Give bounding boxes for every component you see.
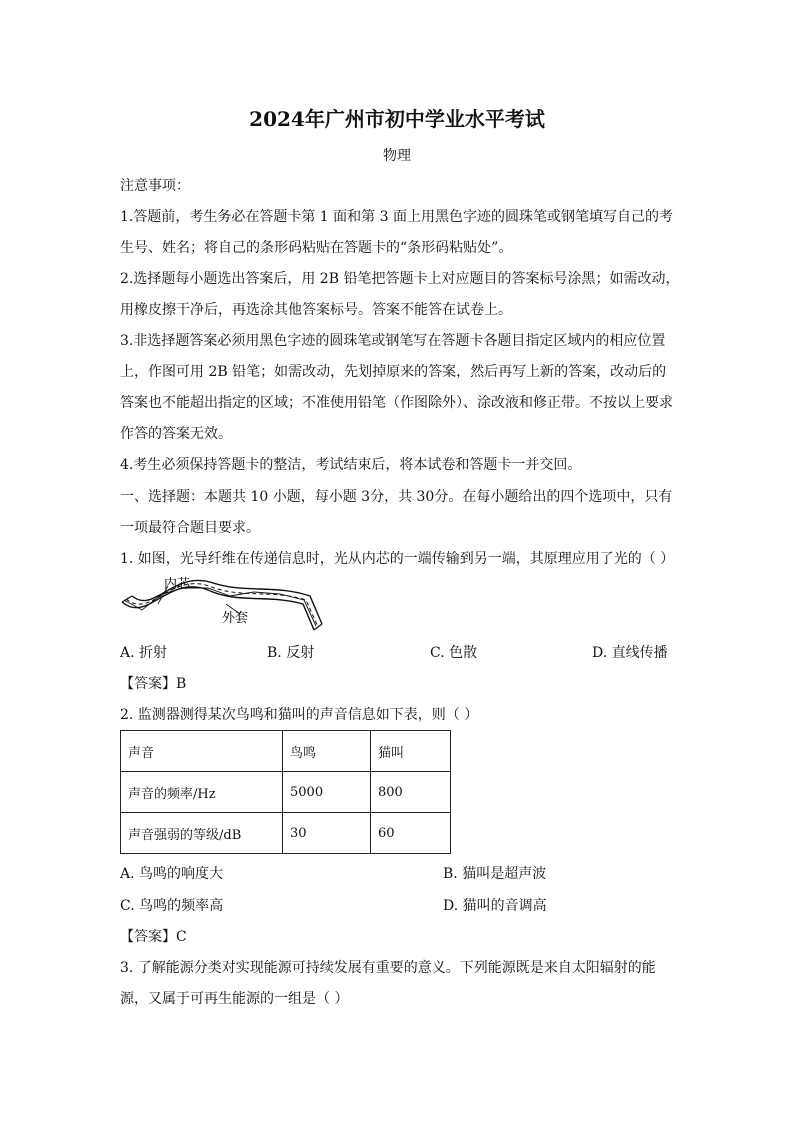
notes-line: 答案也不能超出指定的区域；不准使用铅笔（作图除外）、涂改液和修正带。不按以上要求 (120, 395, 673, 411)
notes-line: 2.选择题每小题选出答案后，用 2B 铅笔把答题卡上对应题目的答案标号涂黑；如需改动， (120, 271, 680, 287)
table-cell: 声音的频率/Hz (121, 772, 283, 813)
table-cell: 30 (283, 813, 371, 854)
section-heading: 一项最符合题目要求。 (120, 520, 260, 536)
notes-line: 4.考生必须保持答题卡的整洁，考试结束后，将本试卷和答题卡一并交回。 (120, 457, 582, 473)
table-header-cell: 猫叫 (371, 731, 451, 772)
section-heading: 一、选择题：本题共 10 小题，每小题 3分，共 30分。在每小题给出的四个选项中，只有 (120, 489, 673, 505)
table-cell: 800 (371, 772, 451, 813)
notes-heading: 注意事项： (120, 178, 190, 194)
q2-option-b: B. 猫叫是超声波 (443, 866, 547, 882)
q2-option-d: D. 猫叫的音调高 (443, 898, 547, 914)
q1-answer: 【答案】B (120, 676, 187, 692)
table-header-row (121, 731, 451, 772)
q1-option-b: B. 反射 (267, 645, 315, 661)
question-3-stem: 源，又属于可再生能源的一组是（ ） (120, 991, 349, 1007)
sound-data-table (120, 730, 451, 854)
table-cell: 5000 (283, 772, 371, 813)
table-header-cell: 声音 (121, 731, 283, 772)
page-title: 2024年广州市初中学业水平考试 (249, 107, 545, 131)
notes-line: 用橡皮擦干净后，再选涂其他答案标号。答案不能答在试卷上。 (120, 302, 512, 318)
q1-option-c: C. 色散 (430, 645, 478, 661)
table-row (121, 813, 451, 854)
notes-line: 作答的答案无效。 (120, 426, 232, 442)
table-cell: 60 (371, 813, 451, 854)
table-cell: 声音强弱的等级/dB (121, 813, 283, 854)
subject-label: 物理 (383, 148, 411, 164)
question-2-stem: 2. 监测器测得某次鸟鸣和猫叫的声音信息如下表，则（ ） (120, 707, 479, 723)
table-header-cell: 鸟鸣 (283, 731, 371, 772)
notes-line: 3.非选择题答案必须用黑色字迹的圆珠笔或钢笔写在答题卡各题目指定区域内的相应位置 (120, 333, 666, 349)
q1-option-a: A. 折射 (120, 645, 168, 661)
question-1-stem: 1. 如图，光导纤维在传递信息时，光从内芯的一端传输到另一端，其原理应用了光的（ ） (120, 551, 675, 567)
fiber-cladding-label: 外套 (222, 611, 249, 626)
notes-line: 上，作图可用 2B 铅笔；如需改动，先划掉原来的答案，然后再写上新的答案，改动后的 (120, 364, 667, 380)
fiber-core-label: 内芯 (164, 577, 191, 592)
q1-option-d: D. 直线传播 (592, 645, 668, 661)
optical-fiber-figure (118, 574, 328, 640)
table-row (121, 772, 451, 813)
notes-line: 1.答题前，考生务必在答题卡第 1 面和第 3 面上用黑色字迹的圆珠笔或钢笔填写自己的考 (120, 209, 673, 225)
q2-option-a: A. 鸟鸣的响度大 (120, 866, 224, 882)
notes-line: 生号、姓名；将自己的条形码粘贴在答题卡的“条形码粘贴处”。 (120, 240, 513, 256)
q2-answer: 【答案】C (120, 929, 187, 945)
question-3-stem: 3. 了解能源分类对实现能源可持续发展有重要的意义。下列能源既是来自太阳辐射的能 (120, 960, 656, 976)
q2-option-c: C. 鸟鸣的频率高 (120, 898, 224, 914)
